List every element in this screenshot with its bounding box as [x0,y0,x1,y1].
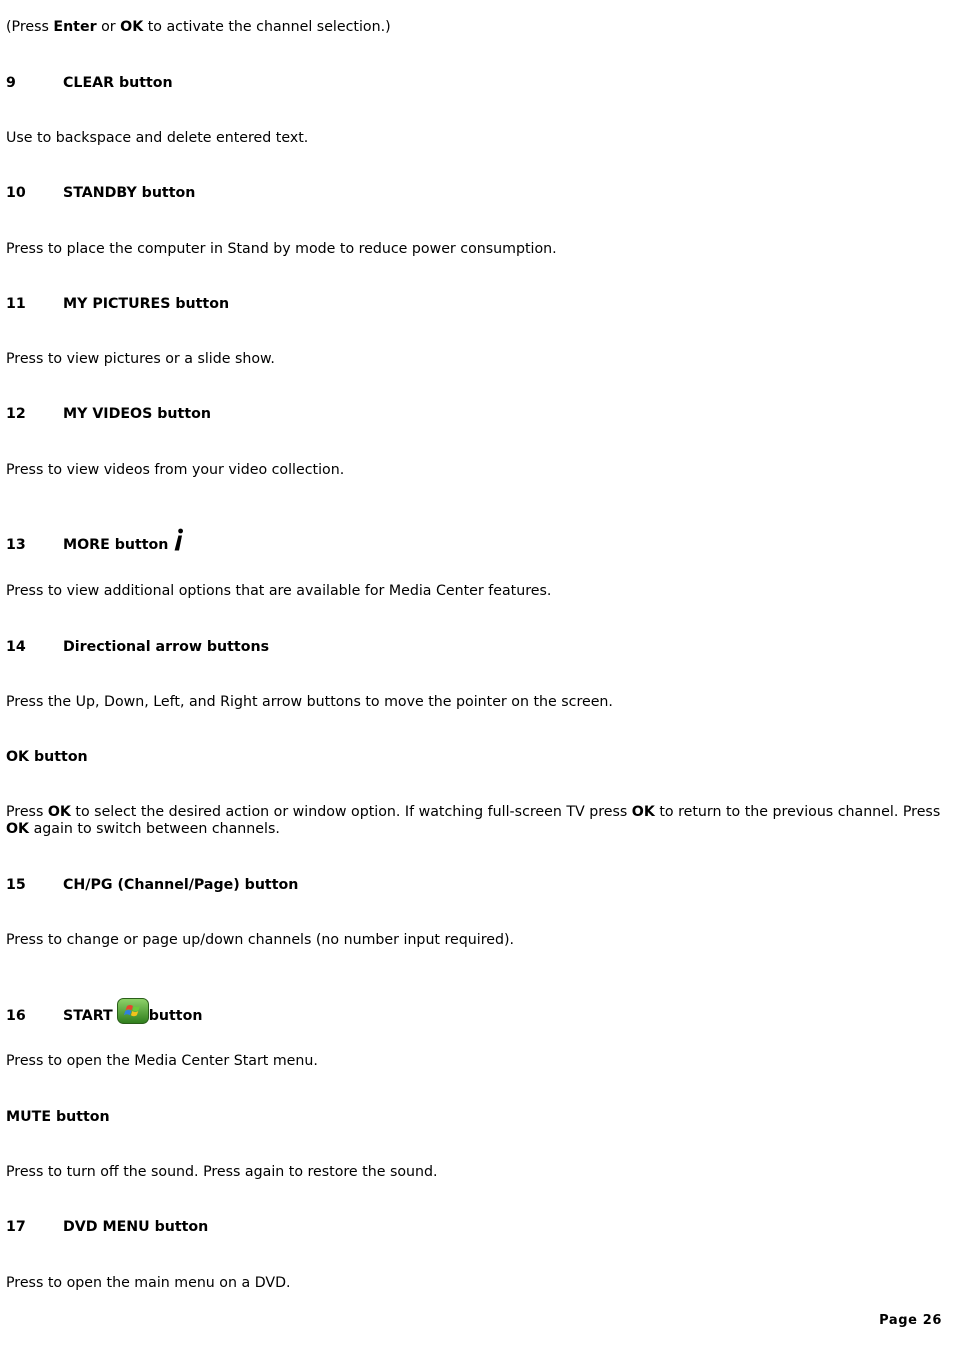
desc-part: to return to the previous channel. Press [654,804,941,820]
item-desc-standby: Press to place the computer in Stand by mode to reduce power consumption. [6,241,557,257]
intro-text [6,19,942,36]
item-desc-more: Press to view additional options that are available for Media Center features. [6,583,552,599]
item-desc-ch-pg: Press to change or page up/down channels (no number input required). [6,932,514,948]
item-title: STANDBY button [63,185,196,201]
item-title: CH/PG (Channel/Page) button [63,877,299,893]
item-number: 16 [6,1008,26,1024]
key-ok: OK [631,804,655,820]
item-number: 9 [6,75,16,91]
desc-part: to select the desired action or window option. If watching full-screen TV press [70,804,632,820]
info-i-icon [172,528,184,554]
item-desc-ok [6,804,942,838]
desc-part: again to switch between channels. [29,821,280,837]
item-title: CLEAR button [63,75,173,91]
item-heading-directional-arrows [6,639,942,656]
item-heading-clear [6,75,942,92]
key-ok: OK [120,19,144,35]
item-title-after: button [148,1008,203,1024]
item-heading-ok: OK button [6,749,88,765]
item-desc-dvd-menu: Press to open the main menu on a DVD. [6,1275,291,1291]
item-number: 13 [6,537,26,553]
item-title: MY PICTURES button [63,296,230,312]
item-number: 12 [6,406,26,422]
item-number: 17 [6,1219,26,1235]
windows-start-icon [117,998,149,1029]
item-desc-mute: Press to turn off the sound. Press again to restore the sound. [6,1164,438,1180]
item-heading-start [6,998,942,1029]
key-ok: OK [6,821,30,837]
item-title: START [63,1008,113,1024]
item-desc-my-pictures: Press to view pictures or a slide show. [6,351,275,367]
item-desc-start: Press to open the Media Center Start menu. [6,1053,318,1069]
item-number: 15 [6,877,26,893]
item-number: 10 [6,185,26,201]
item-heading-my-pictures [6,296,942,313]
item-title: DVD MENU button [63,1219,209,1235]
intro-part: to activate the channel selection.) [143,19,391,35]
desc-part: Press [6,804,48,820]
page-number: Page 26 [879,1313,942,1328]
item-heading-mute: MUTE button [6,1109,110,1125]
item-heading-standby [6,185,942,202]
key-ok: OK [47,804,71,820]
intro-part: (Press [6,19,54,35]
item-title: Directional arrow buttons [63,639,270,655]
item-title: MORE button [63,537,169,553]
item-desc-my-videos: Press to view videos from your video collection. [6,462,345,478]
item-number: 11 [6,296,26,312]
item-title: MY VIDEOS button [63,406,211,422]
key-enter: Enter [53,19,97,35]
intro-part: or [96,19,121,35]
item-desc-directional-arrows: Press the Up, Down, Left, and Right arrow buttons to move the pointer on the screen. [6,694,613,710]
item-heading-ch-pg [6,877,942,894]
item-number: 14 [6,639,26,655]
item-heading-more [6,528,942,554]
item-desc-clear: Use to backspace and delete entered text. [6,130,309,146]
item-heading-dvd-menu [6,1219,942,1236]
item-heading-my-videos [6,406,942,423]
